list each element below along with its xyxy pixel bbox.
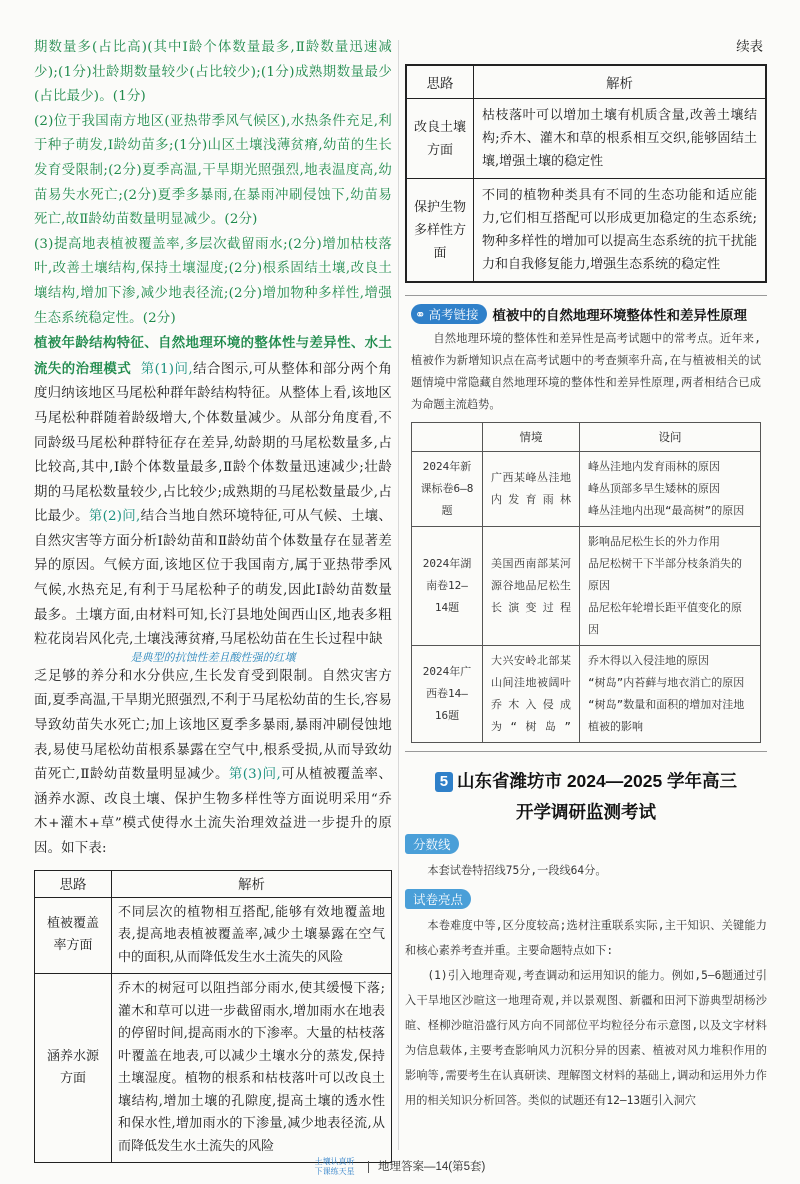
- table-header-row: [406, 65, 766, 99]
- question-item: “树岛”内苔藓与地衣消亡的原因: [588, 676, 745, 689]
- analysis-block: [34, 331, 392, 653]
- score-line-text: 本套试卷特招线75分,一段线64分。: [427, 864, 607, 877]
- footer-divider: [368, 1161, 369, 1173]
- continued-table-label: 续表: [736, 40, 763, 55]
- exam-cell: 2024年新课标卷6—8题: [412, 452, 483, 527]
- table-row: [412, 452, 761, 527]
- question-item: 峰丛顶部多旱生矮林的原因: [588, 482, 720, 495]
- table-header-row: [35, 870, 392, 897]
- table-header-thinking: 思路: [406, 65, 474, 99]
- brand-logo-line1: 土壤认真听: [314, 1157, 355, 1166]
- analysis-q2-label: 第(2)问,: [88, 509, 141, 525]
- answer-q3: (3)提高地表植被覆盖率,多层次截留雨水;(2分)增加枯枝落叶,改善土壤结构,保持土壤湿度;(2分)根系固结土壤,改良土壤结构,增加下渗,减少地表径流;(2分)增加物种多样性,增强生态系统稳定性。(2分): [34, 236, 392, 326]
- gaokao-link-header: [411, 302, 761, 326]
- right-column: [405, 36, 767, 1113]
- score-line-tag: 分数线: [405, 834, 459, 854]
- analysis-q1-text: 结合图示,可从整体和部分两个角度归纳该地区马尾松种群年龄结构特征。从整体上看,该地区马尾松种群随着龄级增大,个体数量减少。从部分角度看,不同龄级马尾松种群特征存在差异,幼龄期的马尾松数量多,占比较高,其中,Ⅰ龄个体数量最多,Ⅱ龄个体数量迅速减少;壮龄期的马尾松数量较少,占比较少;成熟期的马尾松数量最少,占比最少。: [34, 361, 392, 525]
- analysis-block-cont: [34, 665, 392, 862]
- section-number: 5: [435, 772, 453, 792]
- question-item: “树岛”数量和面积的增加对洼地植被的影响: [588, 698, 745, 733]
- table-row: [406, 99, 766, 179]
- questions-cell: [580, 646, 761, 743]
- context-cell: 美国西南部某河源谷地品尼松生长演变过程: [483, 527, 580, 646]
- question-item: 乔木得以入侵洼地的原因: [588, 654, 709, 667]
- table-row: [412, 527, 761, 646]
- gaokao-table: [411, 422, 761, 743]
- question-item: 影响品尼松生长的外力作用: [588, 535, 720, 548]
- answer-q1-end: 期数量多(占比高)(其中Ⅰ龄个体数量最多,Ⅱ龄数量迅速减少);(1分)壮龄期数量较少(占比较少);(1分)成熟期数量最少(占比最少)。(1分): [34, 40, 392, 105]
- page-footer: [0, 1157, 800, 1177]
- analysis-q3-text: 可从植被覆盖率、涵养水源、改良土壤、保护生物多样性等方面说明采用“乔木+灌木+草”模式使得水土流失治理效益进一步提升的原因。如下表:: [34, 767, 392, 856]
- answer-q2: (2)位于我国南方地区(亚热带季风气候区),水热条件充足,利于种子萌发,Ⅰ龄幼苗多;(1分)山区土壤浅薄贫瘠,幼苗的生长发育受限制;(2分)夏季高温,干旱期光照强烈,地表温度高,幼苗易失水死亡;(2分)夏季多暴雨,在暴雨冲刷侵蚀下,幼苗易死亡,故Ⅱ龄幼苗数量明显减少。(2分): [34, 113, 392, 228]
- brand-logo-line2: 下课练天星: [314, 1167, 355, 1176]
- handwritten-annotation: 是典型的抗蚀性差且酸性强的红壤: [130, 650, 296, 664]
- table-cell-key: 植被覆盖率方面: [35, 897, 112, 974]
- table-cell-key: 改良土壤方面: [406, 99, 474, 179]
- section-title-line2: 开学调研监测考试: [516, 802, 656, 822]
- section-heading: [405, 766, 767, 828]
- question-item: 品尼松树干下半部分枝条消失的原因: [588, 557, 742, 592]
- question-item: 品尼松年轮增长距平值变化的原因: [588, 601, 742, 636]
- gaokao-link-tag-label: 高考链接: [428, 308, 479, 322]
- exam-cell: 2024年广西卷14—16题: [412, 646, 483, 743]
- question-item: 峰丛洼地内出现“最高树”的原因: [588, 504, 745, 517]
- table-row: [406, 179, 766, 283]
- analysis-q2-text: 结合当地自然环境特征,可从气候、土壤、自然灾害等方面分析Ⅰ龄幼苗和Ⅱ龄幼苗个体数量存在显著差异的原因。气候方面,该地区位于我国南方,属于亚热带季风气候,水热充足,有利于马尾松种子的萌发,因此Ⅰ龄幼苗数量最多。土壤方面,由材料可知,长汀县地处闽西山区,地表多粗粒花岗岩风化壳,土壤浅薄贫瘠,马尾松幼苗在生长过程中缺: [34, 509, 392, 648]
- gaokao-link-tag: [411, 304, 487, 324]
- analysis-q3-label: 第(3)问,: [228, 767, 281, 783]
- exam-cell: 2024年湖南卷12—14题: [412, 527, 483, 646]
- questions-cell: [580, 527, 761, 646]
- table-header-questions: 设问: [580, 423, 761, 452]
- context-cell: 大兴安岭北部某山间洼地被阔叶乔木入侵成为“树岛”: [483, 646, 580, 743]
- strategy-table: [34, 870, 392, 1164]
- table-header-analysis: 解析: [112, 870, 392, 897]
- gaokao-link-title: 植被中的自然地理环境整体性和差异性原理: [492, 307, 747, 323]
- highlights-tag: 试卷亮点: [405, 889, 471, 909]
- table-cell-value: 不同层次的植物相互搭配,能够有效地覆盖地表,提高地表植被覆盖率,减少土壤暴露在空气中的面积,从而降低发生水土流失的风险: [112, 897, 392, 974]
- link-icon: ⚭: [415, 307, 426, 322]
- table-cell-value: 枯枝落叶可以增加土壤有机质含量,改善土壤结构;乔木、灌木和草的根系相互交织,能够固结土壤,增强土壤的稳定性: [474, 99, 767, 179]
- table-cell-key: 保护生物多样性方面: [406, 179, 474, 283]
- analysis-heading: 植被年龄结构特征、自然地理环境的整体性与差异性、水土流失的治理模式: [34, 335, 392, 377]
- gaokao-link-box: [405, 295, 767, 752]
- highlights-intro: 本卷难度中等,区分度较高;选材注重联系实际,主干知识、关键能力和核心素养考查并重。主要命题特点如下:: [405, 919, 767, 957]
- continued-table: [405, 64, 767, 283]
- table-row: [35, 897, 392, 974]
- table-header-row: [412, 423, 761, 452]
- context-cell: 广西某峰丛洼地内发育雨林: [483, 452, 580, 527]
- section-title-line1: 山东省潍坊市 2024—2025 学年高三: [456, 771, 738, 791]
- table-cell-value: 不同的植物种类具有不同的生态功能和适应能力,它们相互搭配可以形成更加稳定的生态系统;物种多样性的增加可以提高生态系统的抗干扰能力和自我修复能力,增强生态系统的稳定性: [474, 179, 767, 283]
- question-item: 峰丛洼地内发育雨林的原因: [588, 460, 720, 473]
- table-cell-key: 涵养水源方面: [35, 974, 112, 1163]
- gaokao-link-text: 自然地理环境的整体性和差异性是高考试题中的常考点。近年来,植被作为新增知识点在高考试题中的考查频率升高,在与植被相关的试题情境中常隐藏自然地理环境的整体性和差异性原理,两者相结合已成为命题主流趋势。: [411, 332, 761, 411]
- highlights-point-1: (1)引入地理奇观,考查调动和运用知识的能力。例如,5—6题通过引入干旱地区沙暄这一地理奇观,并以景观图、新疆和田河下游典型胡杨沙暄、柽柳沙暄沿盛行风方向不同部位平均粒径分布示意图,以及文字材料为信息载体,主要考查影响风力沉积分异的因素、植被对风力堆积作用的影响等,需要考生在认真研读、理解图文材料的基础上,调动和运用外力作用的相关知识分析回答。类似的试题还有12—13题引入洞穴: [405, 969, 767, 1107]
- left-column: [34, 36, 392, 1163]
- column-divider: [398, 40, 399, 1150]
- table-header-analysis: 解析: [474, 65, 767, 99]
- questions-cell: [580, 452, 761, 527]
- table-header-blank: [412, 423, 483, 452]
- analysis-q2-cont: 乏足够的养分和水分供应,生长发育受到限制。自然灾害方面,夏季高温,干旱期光照强烈,不利于马尾松幼苗的生长,容易导致幼苗失水死亡;加上该地区夏季多暴雨,暴雨冲刷侵蚀地表,易使马尾松幼苗根系暴露在空气中,根系受损,从而导致幼苗死亡,Ⅱ龄幼苗数量明显减少。: [34, 668, 392, 783]
- analysis-q1-label: 第(1)问,: [140, 361, 193, 377]
- footer-page-label: 地理答案—14(第5套): [378, 1161, 486, 1174]
- table-cell-value: 乔木的树冠可以阻挡部分雨水,使其缓慢下落;灌木和草可以进一步截留雨水,增加雨水在地表的停留时间,提高雨水的下渗率。大量的枯枝落叶覆盖在地表,可以减少土壤水分的蒸发,保持土壤湿度。植物的根系和枯枝落叶可以改良土壤结构,增加土壤的孔隙度,提高土壤的透水性和保水性,增加雨水的下渗量,减少地表径流,从而降低发生水土流失的风险: [112, 974, 392, 1163]
- table-header-context: 情境: [483, 423, 580, 452]
- table-row: [412, 646, 761, 743]
- brand-logo: [315, 1157, 355, 1177]
- table-header-thinking: 思路: [35, 870, 112, 897]
- table-row: [35, 974, 392, 1163]
